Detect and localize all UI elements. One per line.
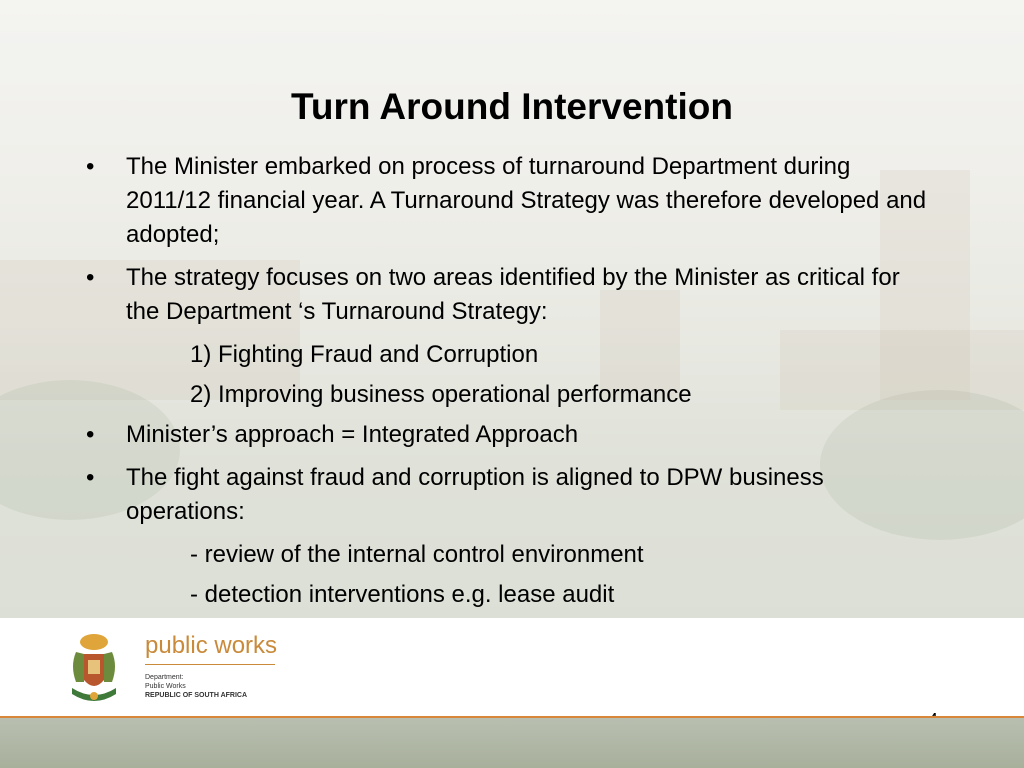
bullet-text: The strategy focuses on two areas identified by the Minister as critical for the Department ‘s Turnaround Strategy: <box>126 264 900 325</box>
logo-divider <box>145 664 275 665</box>
bullet-text: The fight against fraud and corruption is aligned to DPW business operations: <box>126 464 824 525</box>
logo-line: REPUBLIC OF SOUTH AFRICA <box>145 692 248 699</box>
sub-item: 2) Improving business operational performance <box>190 381 692 408</box>
bullet-text: Minister’s approach = Integrated Approach <box>126 421 579 448</box>
slide-content <box>86 150 936 618</box>
bullet-item <box>86 461 936 529</box>
bullet-text: The Minister embarked on process of turnaround Department during 2011/12 financial year. A Turnaround Strategy was therefore developed and adopted; <box>126 153 927 248</box>
bullet-item <box>86 150 936 252</box>
logo-line: Department: <box>145 674 184 681</box>
department-logo <box>60 628 310 718</box>
bullet-marker: • <box>86 264 95 291</box>
logo-line: Public Works <box>145 683 186 690</box>
bullet-marker: • <box>86 464 95 491</box>
sub-item: - review of the internal control environment <box>190 541 644 568</box>
bullet-item <box>86 418 936 452</box>
footer-photo-strip <box>0 718 1024 768</box>
coat-of-arms-icon <box>66 632 122 706</box>
sub-item: 1) Fighting Fraud and Corruption <box>190 341 539 368</box>
logo-title: public works <box>145 632 278 659</box>
bullet-marker: • <box>86 153 95 180</box>
slide-title: Turn Around Intervention <box>291 86 733 127</box>
slide-footer <box>0 618 1024 768</box>
sub-item: - detection interventions e.g. lease audit <box>190 581 615 608</box>
bullet-item <box>86 261 936 329</box>
bullet-marker: • <box>86 421 95 448</box>
